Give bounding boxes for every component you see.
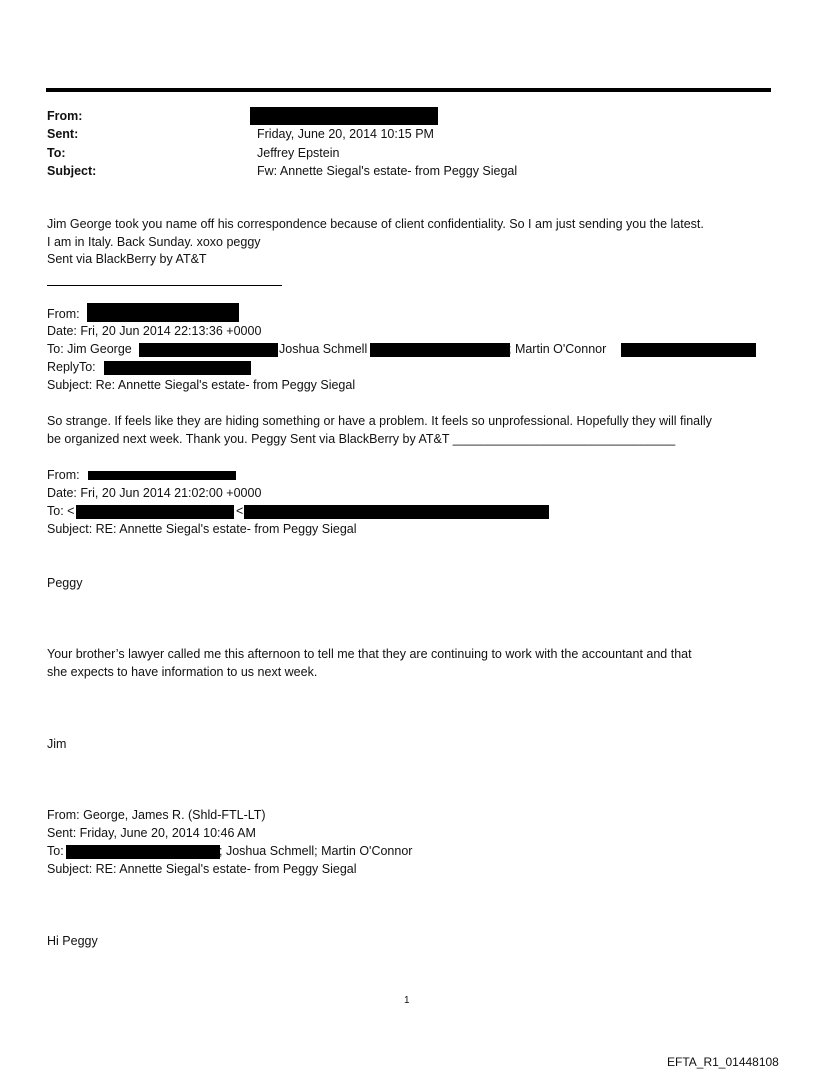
from-label: From: bbox=[47, 109, 83, 123]
bates-number: EFTA_R1_01448108 bbox=[667, 1055, 779, 1069]
top-rule bbox=[46, 88, 771, 92]
redaction-fwd1-to2 bbox=[370, 343, 510, 357]
sent-label: Sent: bbox=[47, 127, 79, 141]
fwd3-greeting: Hi Peggy bbox=[47, 934, 98, 948]
fwd2-greeting: Peggy bbox=[47, 576, 83, 590]
fwd2-to: To: < bbox=[47, 504, 75, 518]
page-number: 1 bbox=[404, 995, 410, 1006]
redaction-from bbox=[250, 107, 438, 125]
fwd3-from: From: George, James R. (Shld-FTL-LT) bbox=[47, 808, 266, 822]
fwd1-body2: be organized next week. Thank you. Peggy Sent via BlackBerry by AT&T ________________________________ bbox=[47, 432, 676, 446]
fwd3-to-prefix: To: bbox=[47, 844, 64, 858]
redaction-fwd2-to1 bbox=[76, 505, 234, 519]
fwd1-to-mid2: ; Martin O'Connor bbox=[508, 342, 607, 356]
subject-value: Fw: Annette Siegal's estate- from Peggy Siegal bbox=[257, 164, 518, 178]
fwd2-body1: Your brother’s lawyer called me this afternoon to tell me that they are continuing to work with the accountant and that bbox=[47, 647, 692, 661]
redaction-fwd1-to3 bbox=[621, 343, 756, 357]
fwd1-date: Date: Fri, 20 Jun 2014 22:13:36 +0000 bbox=[47, 324, 262, 338]
redaction-fwd1-replyto bbox=[104, 361, 251, 375]
fwd2-to-lt: < bbox=[236, 504, 244, 518]
fwd1-subject: Subject: Re: Annette Siegal's estate- from Peggy Siegal bbox=[47, 378, 356, 392]
fwd1-to-mid: Joshua Schmell bbox=[279, 342, 368, 356]
redaction-fwd2-to2 bbox=[244, 505, 549, 519]
fwd2-date: Date: Fri, 20 Jun 2014 21:02:00 +0000 bbox=[47, 486, 262, 500]
redaction-fwd2-from bbox=[88, 471, 236, 480]
fwd3-sent: Sent: Friday, June 20, 2014 10:46 AM bbox=[47, 826, 256, 840]
fwd1-body1: So strange. If feels like they are hiding something or have a problem. It feels so unprofessional. Hopefully they will finally bbox=[47, 414, 712, 428]
fwd1-replyto: ReplyTo: bbox=[47, 360, 96, 374]
fwd1-from: From: bbox=[47, 307, 80, 321]
subject-label: Subject: bbox=[47, 164, 97, 178]
redaction-fwd1-to1 bbox=[139, 343, 278, 357]
fwd2-subject: Subject: RE: Annette Siegal's estate- from Peggy Siegal bbox=[47, 522, 357, 536]
message1-line1: Jim George took you name off his correspondence because of client confidentiality. So I am just sending you the latest. bbox=[47, 217, 704, 231]
to-label: To: bbox=[47, 146, 66, 160]
message1-line3: Sent via BlackBerry by AT&T bbox=[47, 252, 207, 266]
fwd2-signoff: Jim bbox=[47, 737, 67, 751]
fwd1-to-prefix: To: Jim George bbox=[47, 342, 132, 356]
redaction-fwd1-from bbox=[87, 303, 239, 322]
fwd3-subject: Subject: RE: Annette Siegal's estate- from Peggy Siegal bbox=[47, 862, 357, 876]
fwd2-body2: she expects to have information to us next week. bbox=[47, 665, 318, 679]
to-value: Jeffrey Epstein bbox=[257, 146, 340, 160]
fwd3-to-rest: ; Joshua Schmell; Martin O'Connor bbox=[219, 844, 413, 858]
fwd2-from: From: bbox=[47, 468, 80, 482]
sent-value: Friday, June 20, 2014 10:15 PM bbox=[257, 127, 434, 141]
separator-line bbox=[47, 285, 282, 286]
redaction-fwd3-to bbox=[66, 845, 220, 859]
message1-line2: I am in Italy. Back Sunday. xoxo peggy bbox=[47, 235, 261, 249]
